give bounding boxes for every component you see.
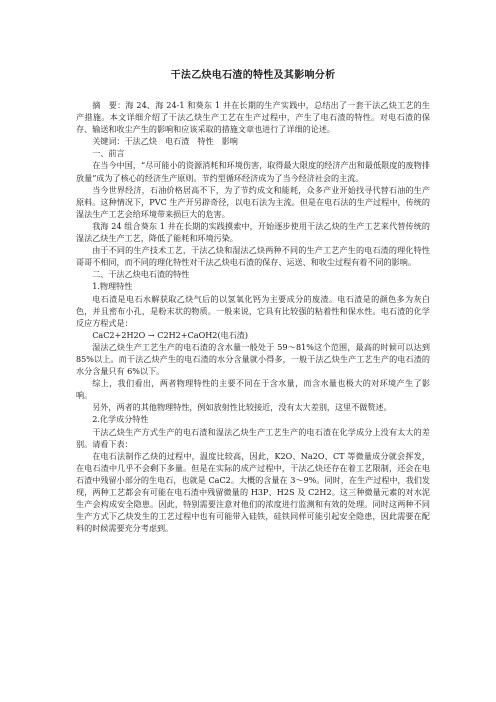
body-paragraph: 电石渣是电石水解获取乙炔气后的以氢氧化钙为主要成分的废渣。电石渣是的颜色多为灰白色，并且密布小孔，是粉末状的物质。一般来说，它具有比较强的粘着性和保水性。电石渣的化学反应方程式是： [76, 293, 430, 328]
abstract-paragraph: 摘 要：海 24、海 24-1 和葵东 1 井在长期的生产实践中，总结出了一套干法乙炔工艺的生产措施。本文详细介绍了干法乙炔生产工艺在生产过程中，产生了电石渣的特性。对电石渣的保存、输送和收尘产生的影响和应该采取的措施文章也进行了详细的论述。 [76, 100, 430, 135]
subsection-heading-chemical: 2.化学成分特性 [92, 414, 149, 425]
keywords-line: 关键词：干法乙炔 电石渣 特性 影响 [92, 136, 238, 147]
body-paragraph: 干法乙炔生产方式生产的电石渣和湿法乙炔生产工艺生产的电石渣在化学成分上没有太大的差别。请看下表： [76, 426, 430, 449]
section-heading-preface: 一、前言 [92, 148, 125, 159]
document-title: 干法乙炔电石渣的特性及其影响分析 [170, 70, 336, 81]
body-paragraph: 当今世界经济，石油价格居高不下，为了节约成文和能耗，众多产业开始找寻代替石油的生产原料。这种情况下，PVC 生产开另辟奇径，以电石法为主流。但是在电石法的生产过程中，传统的湿法生产工艺会给环境带来损巨大的危害。 [76, 184, 430, 219]
body-paragraph: 我海 24 组合葵东 1 井在长期的实践摸索中，开始逐步使用干法乙炔的生产工艺来代替传统的湿法乙炔生产工艺，降低了能耗和环境污染。 [76, 220, 430, 244]
document-body [76, 99, 430, 534]
body-paragraph: 湿法乙炔生产工艺生产的电石渣的含水量一般处于 59～81%这个范围，最高的时候可以达到 85%以上。而干法乙炔产生的电石渣的水分含量就小得多，一般干法乙炔生产工艺生产的电石渣的水分含量只有 6%以下。 [76, 341, 430, 377]
body-paragraph: 另外，两者的其他物理特性，例如放射性比较接近，没有太大差别，这里不做赘述。 [92, 402, 392, 413]
section-heading-properties: 二、干法乙炔电石渣的特性 [92, 269, 190, 280]
subsection-heading-physical: 1.物理特性 [92, 281, 133, 292]
body-paragraph: 综上，我们看出，两者物理特性的主要不同在于含水量，而含水量也极大的对环境产生了影响。 [76, 378, 430, 401]
body-paragraph: 在当今中国，“尽可能小的资源消耗和环境伤害，取得最大限度的经济产出和最低限度的废物排放量”成为了核心的经济生产原则。节约型循环经济成为了当今经济社会的主流。 [76, 160, 430, 183]
chemical-equation: CaC2+2H2O → C2H2+CaOH2(电石渣) [92, 329, 249, 340]
body-paragraph: 由于不同的生产技术工艺，干法乙炔和湿法乙炔两种不同的生产工艺产生的电石渣的理化特性哥哥不相同，而不同的理化特性对干法乙炔电石渣的保存、运送、和收尘过程有着不同的影响。 [76, 245, 430, 268]
body-paragraph: 在电石法制作乙炔的过程中，温度比较高，因此，K2O、Na2O、CT 等微量成分就会挥发，在电石渣中几乎不会剩下多量。但是在实际的成产过程中，干法乙炔还存在着工艺限制，还会在电石渣中残留小部分的生电石，也就是 CaC2。大概的含量在 3～9%。同时，在生产过程中，我们发现，两种工艺都会有可能在电石渣中残留微量的 H3P、H2S 及 C2H2。这三种微量元素的对水泥生产会构成安全隐患。因此，特别需要注意对他们的浓度进行监测和有效的处理。同时这两种不同生产方式下乙炔发生的工艺过程中也有可能带入硅铁，硅铁同样可能引起安全隐患，因此需要在配料的时候需要充分考虑到。 [76, 450, 430, 534]
